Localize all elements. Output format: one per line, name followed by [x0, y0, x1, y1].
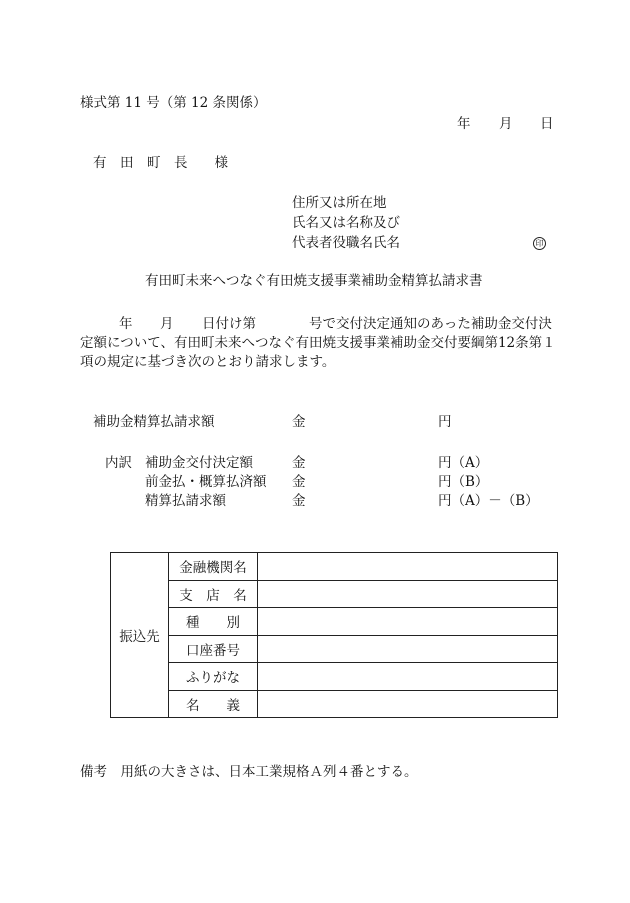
- body-line3: 項の規定に基づき次のとおり請求します。: [80, 354, 336, 370]
- breakdown-row-kin: 金: [292, 493, 306, 509]
- date-month: 月: [499, 116, 513, 132]
- breakdown-row-label: 補助金交付決定額: [145, 455, 253, 471]
- account-number-label: 口座番号: [169, 635, 258, 663]
- account-type-field[interactable]: [258, 608, 558, 636]
- table-row: [111, 553, 558, 581]
- body-line1-rest: 号で交付決定通知のあった補助金交付決: [309, 316, 552, 332]
- body-year: 年: [119, 316, 133, 332]
- applicant-name-label: 氏名又は名称及び: [292, 215, 400, 231]
- table-row: [111, 580, 558, 608]
- branch-name-label: 支 店 名: [169, 580, 258, 608]
- branch-name-field[interactable]: [258, 580, 558, 608]
- account-number-field[interactable]: [258, 635, 558, 663]
- remarks-note: 備考 用紙の大きさは、日本工業規格Ａ列４番とする。: [80, 764, 418, 780]
- breakdown-label: 内訳: [105, 455, 132, 471]
- body-date-prefix: 日付け第: [202, 316, 256, 332]
- breakdown-row-yen: 円（A）: [438, 455, 489, 471]
- breakdown-row-kin: 金: [292, 455, 306, 471]
- breakdown-row-label: 前金払・概算払済額: [145, 474, 267, 490]
- form-number: 様式第 11 号（第 12 条関係）: [80, 95, 267, 111]
- transfer-destination-header: 振込先: [111, 553, 169, 718]
- breakdown-row-label: 精算払請求額: [145, 493, 226, 509]
- body-line2: 定額について、有田町未来へつなぐ有田焼支援事業補助金交付要綱第12条第１: [80, 335, 556, 351]
- account-holder-field[interactable]: [258, 690, 558, 718]
- date-day: 日: [540, 116, 554, 132]
- table-row: [111, 635, 558, 663]
- bank-transfer-table: [110, 552, 558, 718]
- bank-name-label: 金融機関名: [169, 553, 258, 581]
- claim-label: 補助金精算払請求額: [93, 414, 215, 430]
- furigana-label: ふりがな: [169, 663, 258, 691]
- claim-kin: 金: [292, 414, 306, 430]
- furigana-field[interactable]: [258, 663, 558, 691]
- applicant-address-label: 住所又は所在地: [292, 195, 387, 211]
- body-month: 月: [160, 316, 174, 332]
- table-row: [111, 690, 558, 718]
- account-holder-label: 名 義: [169, 690, 258, 718]
- breakdown-row-kin: 金: [292, 474, 306, 490]
- table-row: [111, 663, 558, 691]
- date-year: 年: [457, 116, 471, 132]
- document-title: 有田町未来へつなぐ有田焼支援事業補助金精算払請求書: [145, 273, 483, 289]
- table-row: [111, 608, 558, 636]
- breakdown-row-yen: 円（A）－（B）: [438, 493, 539, 509]
- breakdown-row-yen: 円（B）: [438, 474, 489, 490]
- addressee: 有 田 町 長 様: [93, 155, 228, 171]
- claim-yen: 円: [438, 414, 452, 430]
- seal-mark: 印: [533, 237, 546, 250]
- applicant-representative-label: 代表者役職名氏名: [292, 235, 400, 251]
- account-type-label: 種 別: [169, 608, 258, 636]
- bank-name-field[interactable]: [258, 553, 558, 581]
